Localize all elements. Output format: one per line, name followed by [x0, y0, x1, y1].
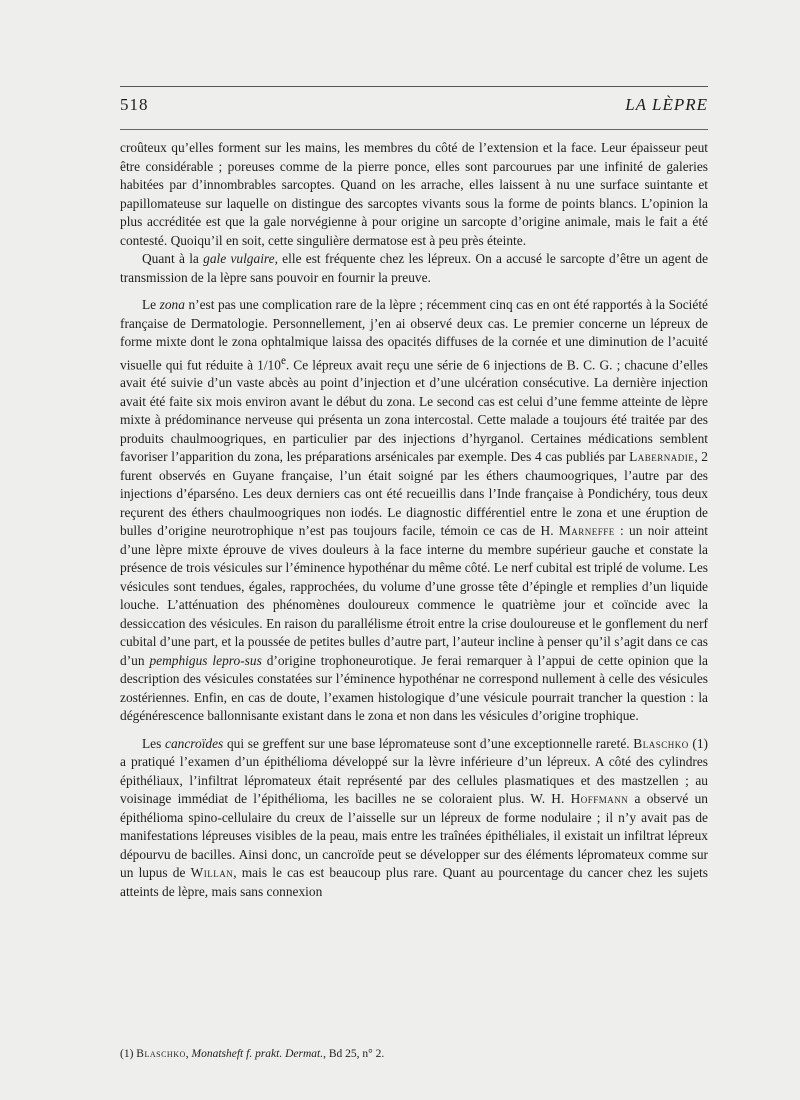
author-name: Marneffe [558, 523, 615, 539]
text-run: Quant à la [142, 251, 204, 266]
author-name: Labernadie [629, 449, 695, 465]
italic-term: zona [159, 297, 185, 312]
text-run: qui se greffent sur une base lépromateuse sont d’une exceptionnelle rareté. [223, 735, 634, 751]
paragraph-4 [120, 735, 708, 902]
footnote-author: Blaschko [136, 1048, 186, 1060]
italic-term: cancroïdes [165, 735, 224, 751]
text-run: , [185, 1048, 192, 1060]
author-name: Hoffmann [570, 791, 629, 807]
superscript: e [280, 354, 286, 367]
text-run: , mais le cas est beaucoup plus rare. Quant au pourcentage du cancer chez les sujets atteints de lèpre, mais sans connexion [120, 865, 708, 899]
page-header [120, 95, 708, 119]
top-rule [120, 86, 708, 87]
running-title: LA LÈPRE [625, 95, 708, 114]
footnote-rest: , Bd 25, n° 2. [323, 1048, 385, 1060]
text-run: (1) a pratiqué l’examen d’un épithélioma développé sur la lèvre inférieure d’un lépreux. A côté des cylindres épithéliaux, l’infiltrat lépromateux était représenté par des cellules plasmatiques et des mastzellen ; au voisinage immédiat de l’épithélioma, les bacilles ne se coloraient plus. W. H. [120, 735, 709, 807]
text-run: , elle est fréquente chez les lépreux. On a accusé le sarcopte d’être un agent de transmission de la lèpre sans pouvoir en fournir la preuve. [120, 251, 709, 285]
footnote-mark: (1) [120, 1048, 137, 1060]
text-run: Le [142, 297, 160, 312]
paragraph-2 [120, 250, 708, 287]
italic-term: pemphigus lepro-sus [149, 652, 262, 668]
footnote [120, 1047, 708, 1062]
page-number: 518 [120, 95, 149, 114]
text-run: . Ce lépreux avait reçu une série de 6 injections de B. C. G. ; chacune d’elles avait été suivie d’un vaste abcès au point d’injection et d’une ulcération consécutive. La dernière injection avait été faite six mois environ avant le début du zona. Le second cas est celui d’une femme atteinte de lèpre mixte à prédominance nerveuse qui présenta un zona intercostal. Cette malade a toujours été traitée par des produits chaulmoogriques, en particulier par des injections d’hyrganol. Certaines médications semblent favoriser l’apparition du zona, les préparations arsénicales par exemple. Des 4 cas publiés par [120, 356, 708, 465]
text-run: n’est pas une complication rare de la lèpre ; récemment cinq cas en ont été rapportés à la Société française de Dermatologie. Personnellement, j’en ai observé deux cas. Le premier concerne un lépreux de forme mixte dont le zona ophtalmique laissa des opacités diffuses de la cornée et une diminution de l’acuité visuelle qui fut réduite à 1/10 [120, 297, 708, 372]
main-text [120, 139, 708, 901]
text-run: Les [142, 735, 166, 751]
author-name: Blaschko [633, 735, 689, 751]
paragraph-1-text: croûteux qu’elles forment sur les mains, les membres du côté de l’extension et la face. Leur épaisseur peut être considérable ; poreuses comme de la pierre ponce, elles sont parcourues par une infinité de galeries habitées par d’innombrables sarcoptes. Quand on les arrache, elles laissent à nu une surface suintante et papillomateuse sur laquelle on distingue des sarcoptes vivants sous la forme de points blancs. L’opinion la plus accréditée est que la gale norvégienne à pour origine un sarcopte d’origine animale, mais le fait a été contesté. Quoiqu’il en soit, cette singulière dermatose est à peu près éteinte. [120, 140, 708, 248]
footnote-journal: Monatsheft f. prakt. Dermat. [191, 1048, 324, 1060]
author-name: Willan [190, 865, 234, 881]
paragraph-1 [120, 139, 708, 250]
text-run: d’origine trophoneurotique. Je ferai remarquer à l’appui de cette opinion que la description des vésicules constatées sur l’éminence hypothénar ne correspond nullement à celle des vésicules zostériennes. Enfin, en cas de doute, l’examen histologique d’une vésicule pourrait trancher la question : la dégénérescence ballonnisante existant dans le zona et non dans les vésicules d’origine trophique. [120, 652, 708, 724]
text-run: : un noir atteint d’une lèpre mixte éprouve de vives douleurs à la face interne du membre supérieur gauche et constate la présence de trois vésicules sur l’éminence hypothénar du même côté. Le nerf cubital est triplé de volume. Les vésicules sont tendues, égales, rapprochées, du volume d’une grosse tête d’épingle et remplies d’un liquide louche. L’atténuation des phénomènes douloureux commence le quatrième jour et coïncide avec la dessiccation des vésicules. En raison du parallélisme étroit entre la crise douloureuse et le gonflement du nerf cubital d’une part, et la poussée de petites bulles d’autre part, l’auteur incline à penser qu’il s’agit dans ce cas d’un [120, 523, 709, 668]
paragraph-3 [120, 296, 708, 726]
header-rule [120, 129, 708, 130]
text-run: , 2 furent observés en Guyane française, l’un était soigné par les éthers chaumoogriques, l’autre par des injections d’éparséno. Les deux derniers cas ont été recueillis dans l’Inde française à Pondichéry, tous deux reçurent des éthers chaulmoogriques non iodés. Le diagnostic différentiel entre le zona et une éruption de bulles d’origine neurotrophique n’est pas toujours facile, témoin ce cas de H. [120, 449, 709, 539]
text-run: a observé un épithélioma spino-cellulaire du creux de l’aisselle sur un lépreux de forme nodulaire ; il n’y avait pas de manifestations lépreuses visibles de la peau, mais entre les traînées épithéliales, il existait un infiltrat lépreux dépourvu de bacilles. Ainsi donc, un cancroïde peut se développer sur des éléments lépromateux comme sur un lupus de [120, 791, 708, 881]
italic-term: gale vulgaire [203, 251, 275, 266]
